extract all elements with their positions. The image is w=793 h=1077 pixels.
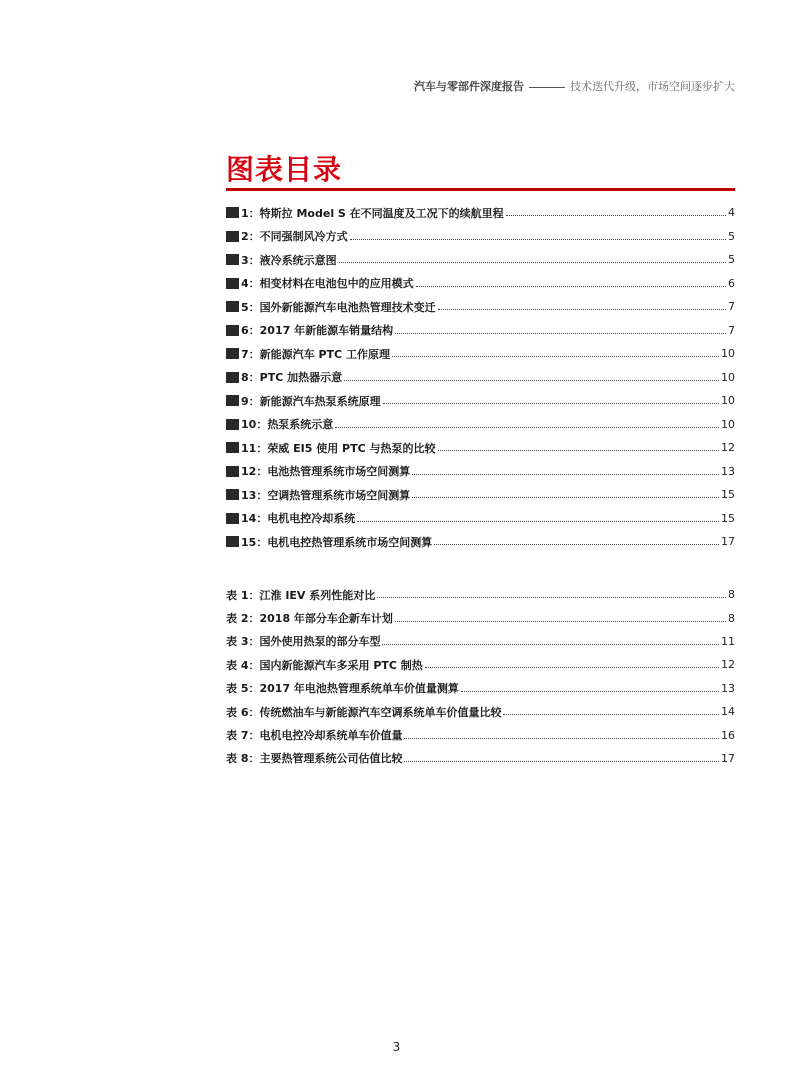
table-entry[interactable] [226, 630, 735, 653]
table-entry[interactable] [226, 653, 735, 676]
figure-entry[interactable] [226, 366, 735, 390]
figure-number: 1： [241, 206, 260, 220]
figure-marker-icon [226, 254, 239, 265]
dot-leader [395, 333, 726, 334]
figure-marker-icon [226, 278, 239, 289]
figure-marker-icon [226, 231, 239, 242]
dot-leader [412, 474, 719, 475]
figure-entry[interactable] [226, 530, 735, 554]
figure-page: 7 [728, 323, 735, 337]
figure-entry[interactable] [226, 342, 735, 366]
figure-marker-icon [226, 207, 239, 218]
figure-entry[interactable] [226, 295, 735, 319]
figure-page: 12 [721, 441, 735, 455]
figure-marker-icon [226, 372, 239, 383]
figure-label: 不同强制风冷方式 [259, 230, 348, 244]
figure-number: 11： [241, 441, 268, 455]
figure-marker-icon [226, 442, 239, 453]
figure-page: 10 [721, 370, 735, 384]
table-label: 主要热管理系统公司估值比较 [259, 752, 403, 766]
figure-number: 13： [241, 488, 268, 502]
figure-number: 12： [241, 465, 268, 479]
figure-number: 5： [241, 300, 260, 314]
dot-leader [382, 644, 719, 645]
figure-entry[interactable] [226, 483, 735, 507]
dot-leader [404, 738, 719, 739]
table-label: 2018 年部分车企新车计划 [259, 612, 393, 626]
figure-number: 7： [241, 347, 260, 361]
dot-leader [503, 714, 719, 715]
table-number: 表 5： [226, 682, 260, 696]
figure-label: 相变材料在电池包中的应用模式 [259, 277, 414, 291]
dot-leader [339, 262, 726, 263]
dot-leader [377, 597, 726, 598]
figure-number: 14： [241, 512, 268, 526]
table-entry[interactable] [226, 723, 735, 746]
figure-entry[interactable] [226, 507, 735, 531]
table-number: 表 6： [226, 705, 260, 719]
dot-leader [425, 667, 719, 668]
dot-leader [357, 521, 719, 522]
dot-leader [438, 450, 719, 451]
figure-label: 热泵系统示意 [267, 418, 334, 432]
dot-leader [395, 621, 726, 622]
figure-page: 7 [728, 300, 735, 314]
title-rule [226, 188, 735, 191]
figure-number: 9： [241, 394, 260, 408]
dot-leader [404, 761, 719, 762]
page-number: 3 [392, 1040, 401, 1054]
figure-label: 空调热管理系统市场空间测算 [267, 488, 411, 502]
figure-entry[interactable] [226, 460, 735, 484]
figure-number: 10： [241, 418, 268, 432]
dot-leader [335, 427, 719, 428]
report-subtitle: 技术迭代升级，市场空间逐步扩大 [570, 80, 735, 93]
figure-number: 4： [241, 277, 260, 291]
table-page: 8 [728, 588, 735, 602]
figure-page: 15 [721, 488, 735, 502]
table-number: 表 1： [226, 588, 260, 602]
table-number: 表 3： [226, 635, 260, 649]
table-number: 表 4： [226, 658, 260, 672]
table-page: 13 [721, 681, 735, 695]
toc-title: 图表目录 [226, 153, 343, 186]
figure-number: 8： [241, 371, 260, 385]
running-header [414, 78, 735, 94]
dot-leader [344, 380, 719, 381]
figure-marker-icon [226, 325, 239, 336]
table-list [226, 583, 735, 770]
figure-number: 6： [241, 324, 260, 338]
table-entry[interactable] [226, 583, 735, 606]
table-entry[interactable] [226, 677, 735, 700]
figure-page: 5 [728, 253, 735, 267]
figure-entry[interactable] [226, 201, 735, 225]
figure-page: 10 [721, 417, 735, 431]
table-label: 国外使用热泵的部分车型 [259, 635, 381, 649]
dot-leader [434, 544, 719, 545]
figure-label: 电机电控冷却系统 [267, 512, 356, 526]
figure-page: 10 [721, 394, 735, 408]
figure-entry[interactable] [226, 225, 735, 249]
table-label: 电机电控冷却系统单车价值量 [259, 729, 403, 743]
table-number: 表 2： [226, 612, 260, 626]
header-dash [529, 87, 565, 88]
figure-entry[interactable] [226, 436, 735, 460]
figure-list [226, 201, 735, 554]
figure-marker-icon [226, 466, 239, 477]
figure-label: 2017 年新能源车销量结构 [259, 324, 394, 338]
dot-leader [412, 497, 719, 498]
figure-page: 4 [728, 206, 735, 220]
figure-label: 国外新能源汽车电池热管理技术变迁 [259, 300, 436, 314]
table-label: 2017 年电池热管理系统单车价值量测算 [259, 682, 459, 696]
dot-leader [461, 691, 719, 692]
dot-leader [438, 309, 726, 310]
figure-marker-icon [226, 395, 239, 406]
figure-label: 特斯拉 Model S 在不同温度及工况下的续航里程 [259, 206, 504, 220]
figure-label: 新能源汽车热泵系统原理 [259, 394, 381, 408]
figure-page: 6 [728, 276, 735, 290]
dot-leader [350, 239, 726, 240]
figure-page: 13 [721, 464, 735, 478]
table-page: 17 [721, 751, 735, 765]
figure-page: 5 [728, 229, 735, 243]
figure-page: 17 [721, 535, 735, 549]
figure-page: 10 [721, 347, 735, 361]
figure-entry[interactable] [226, 319, 735, 343]
dot-leader [383, 403, 719, 404]
dot-leader [416, 286, 726, 287]
table-entry[interactable] [226, 747, 735, 770]
table-label: 国内新能源汽车多采用 PTC 制热 [259, 658, 423, 672]
table-entry[interactable] [226, 606, 735, 629]
figure-entry[interactable] [226, 272, 735, 296]
figure-label: 电机电控热管理系统市场空间测算 [267, 535, 433, 549]
table-page: 8 [728, 611, 735, 625]
figure-label: 电池热管理系统市场空间测算 [267, 465, 411, 479]
report-title: 汽车与零部件深度报告 [414, 80, 524, 93]
figure-number: 15： [241, 535, 268, 549]
figure-marker-icon [226, 301, 239, 312]
table-number: 表 8： [226, 752, 260, 766]
figure-entry[interactable] [226, 413, 735, 437]
figure-marker-icon [226, 348, 239, 359]
figure-page: 15 [721, 511, 735, 525]
figure-label: 液冷系统示意图 [259, 253, 337, 267]
figure-entry[interactable] [226, 389, 735, 413]
figure-number: 3： [241, 253, 260, 267]
figure-label: 荣威 EI5 使用 PTC 与热泵的比较 [267, 441, 436, 455]
table-label: 传统燃油车与新能源汽车空调系统单车价值量比较 [259, 705, 502, 719]
figure-marker-icon [226, 513, 239, 524]
table-page: 11 [721, 634, 735, 648]
table-page: 16 [721, 728, 735, 742]
figure-marker-icon [226, 536, 239, 547]
figure-number: 2： [241, 230, 260, 244]
table-page: 12 [721, 658, 735, 672]
figure-marker-icon [226, 419, 239, 430]
figure-marker-icon [226, 489, 239, 500]
dot-leader [506, 215, 726, 216]
dot-leader [392, 356, 719, 357]
figure-entry[interactable] [226, 248, 735, 272]
figure-label: PTC 加热器示意 [259, 371, 343, 385]
table-label: 江淮 IEV 系列性能对比 [259, 588, 376, 602]
table-page: 14 [721, 705, 735, 719]
table-entry[interactable] [226, 700, 735, 723]
table-number: 表 7： [226, 729, 260, 743]
figure-label: 新能源汽车 PTC 工作原理 [259, 347, 390, 361]
